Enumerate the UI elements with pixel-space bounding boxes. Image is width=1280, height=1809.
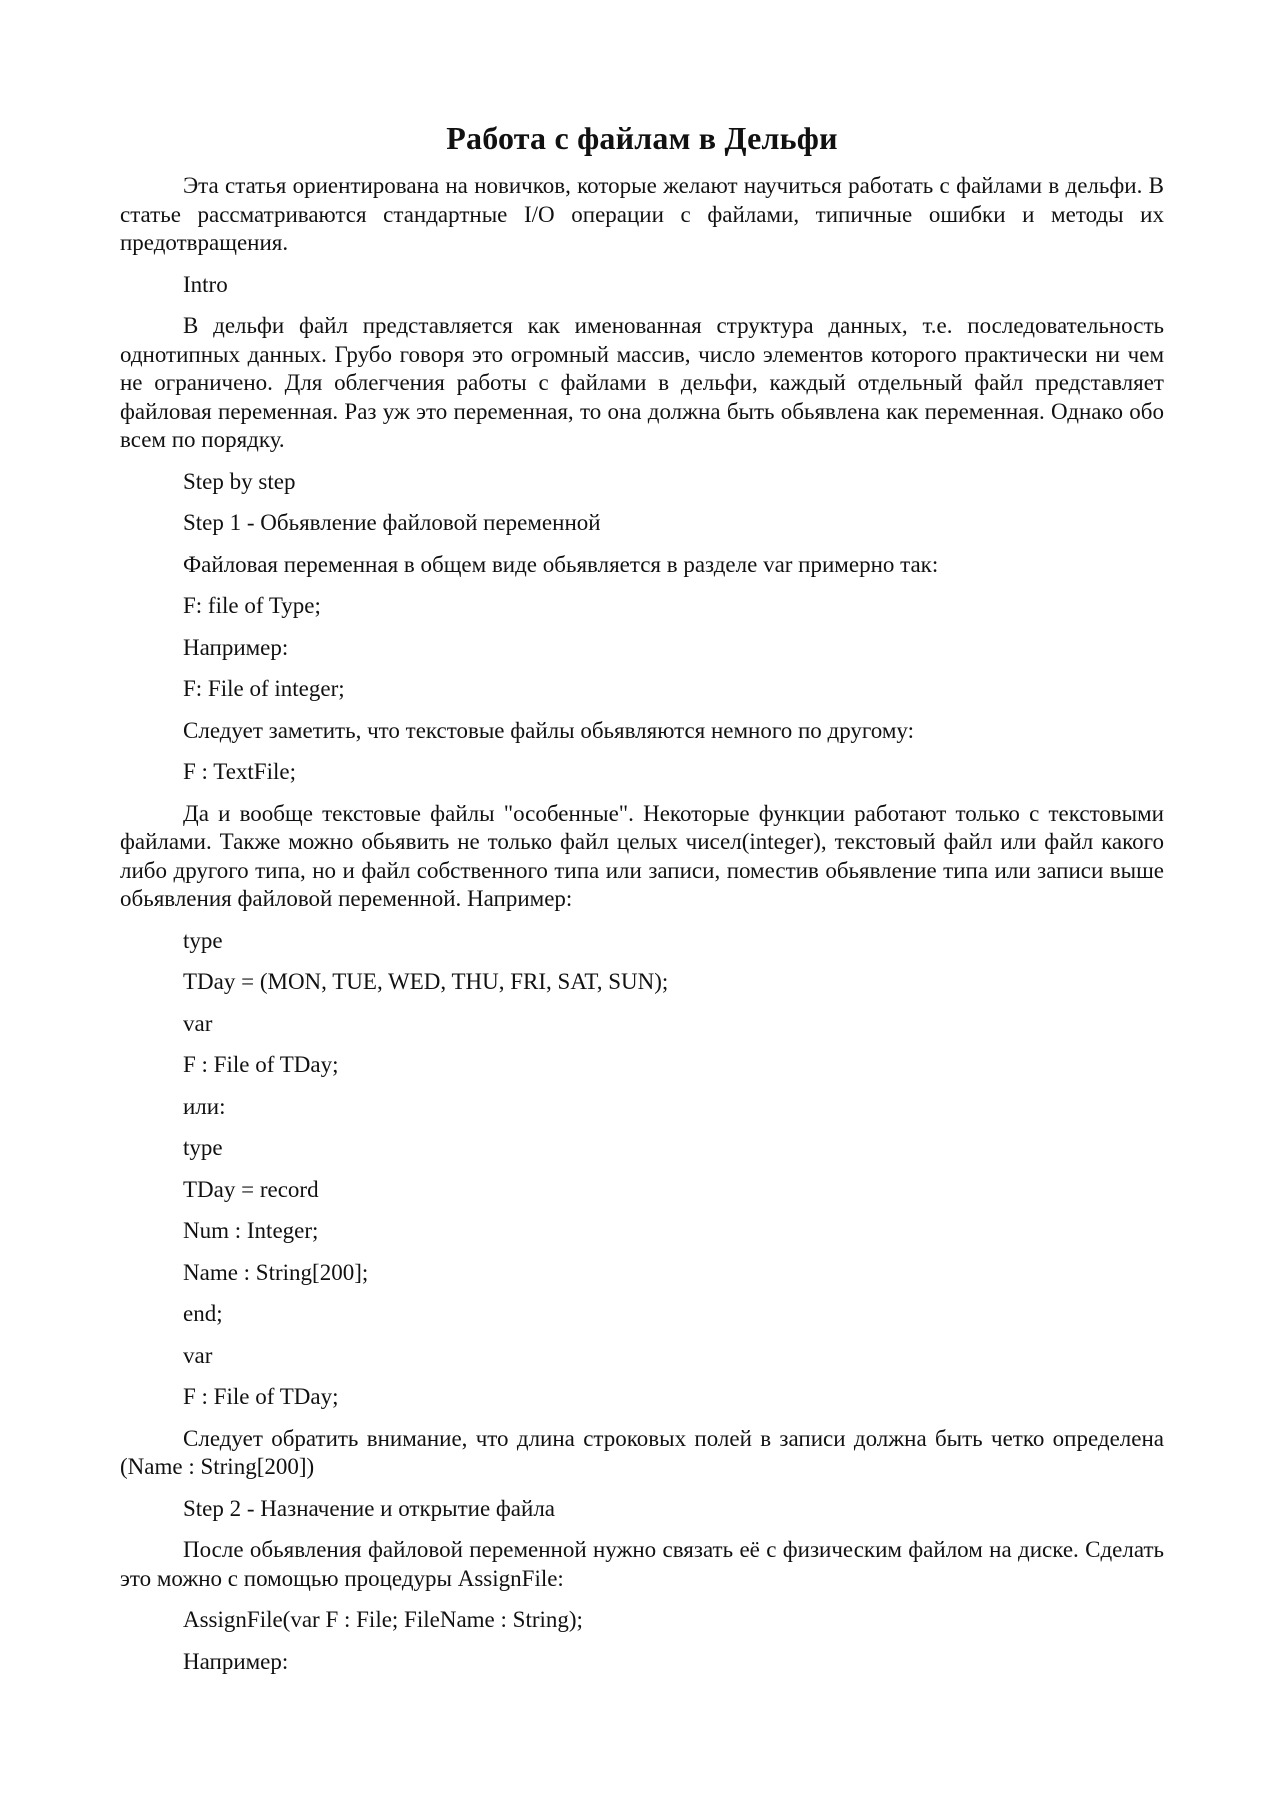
code-line: end;: [183, 1301, 223, 1326]
code-line: F : File of TDay;: [183, 1052, 339, 1077]
code-line: F: file of Type;: [183, 593, 321, 618]
text-line: Например:: [183, 634, 289, 660]
code-line: type: [183, 927, 223, 953]
code-line: var: [183, 1342, 213, 1368]
heading-step-2: Step 2 - Назначение и открытие файла: [183, 1495, 556, 1521]
text-line: Например:: [183, 1648, 289, 1674]
code-line: Num : Integer;: [183, 1218, 319, 1243]
paragraph-string-fields: Следует обратить внимание, что длина строковых полей в записи должна быть четко определена (Name : String[200]): [120, 1425, 1164, 1479]
heading-intro: Intro: [183, 271, 228, 297]
code-line: var: [183, 1010, 213, 1036]
code-line: TDay = record: [183, 1176, 319, 1202]
paragraph-file-definition: В дельфи файл представляется как именованная структура данных, т.е. последовательность однотипных данных. Грубо говоря это огромный массив, число элементов которого практически ни чем не ограничено. Для облегчения работы с файлами в дельфи, каждый отдельный файл представляет файловая переменная. Раз уж это переменная, то она должна быть обьявлена как переменная. Однако обо всем по порядку.: [120, 313, 1164, 452]
heading-step-by-step: Step by step: [183, 468, 296, 494]
code-line: AssignFile(var F : File; FileName : String);: [183, 1607, 583, 1632]
code-line: F : TextFile;: [183, 759, 296, 784]
heading-step-1: Step 1 - Обьявление файловой переменной: [183, 510, 601, 535]
code-line: F : File of TDay;: [183, 1384, 339, 1409]
document-title: Работа с файлам в Дельфи: [446, 120, 838, 156]
text-line: Следует заметить, что текстовые файлы обьявляются немного по другому:: [183, 717, 914, 743]
text-line: или:: [183, 1093, 226, 1119]
code-line: Name : String[200];: [183, 1259, 369, 1285]
code-line: type: [183, 1135, 223, 1160]
text-line: Файловая переменная в общем виде обьявляется в разделе var примерно так:: [183, 551, 939, 577]
code-line: TDay = (MON, TUE, WED, THU, FRI, SAT, SUN);: [183, 969, 669, 994]
paragraph-textfiles: Да и вообще текстовые файлы "особенные". Некоторые функции работают только с текстовыми файлами. Также можно обьявить не только файл целых чисел(integer), текстовый файл или файл какого либо другого типа, но и файл собственного типа или записи, поместив обьявление типа или записи выше обьявления файловой переменной. Например:: [120, 800, 1164, 911]
paragraph-assignfile: После обьявления файловой переменной нужно связать её с физическим файлом на диске. Сделать это можно с помощью процедуры AssignFile:: [120, 1537, 1164, 1591]
document-page: [120, 118, 1164, 1689]
code-line: F: File of integer;: [183, 676, 345, 701]
paragraph-intro-text: Эта статья ориентирована на новичков, которые желают научиться работать с файлами в дельфи. В статье рассматриваются стандартные I/O операции с файлами, типичные ошибки и методы их предотвращения.: [120, 173, 1164, 255]
